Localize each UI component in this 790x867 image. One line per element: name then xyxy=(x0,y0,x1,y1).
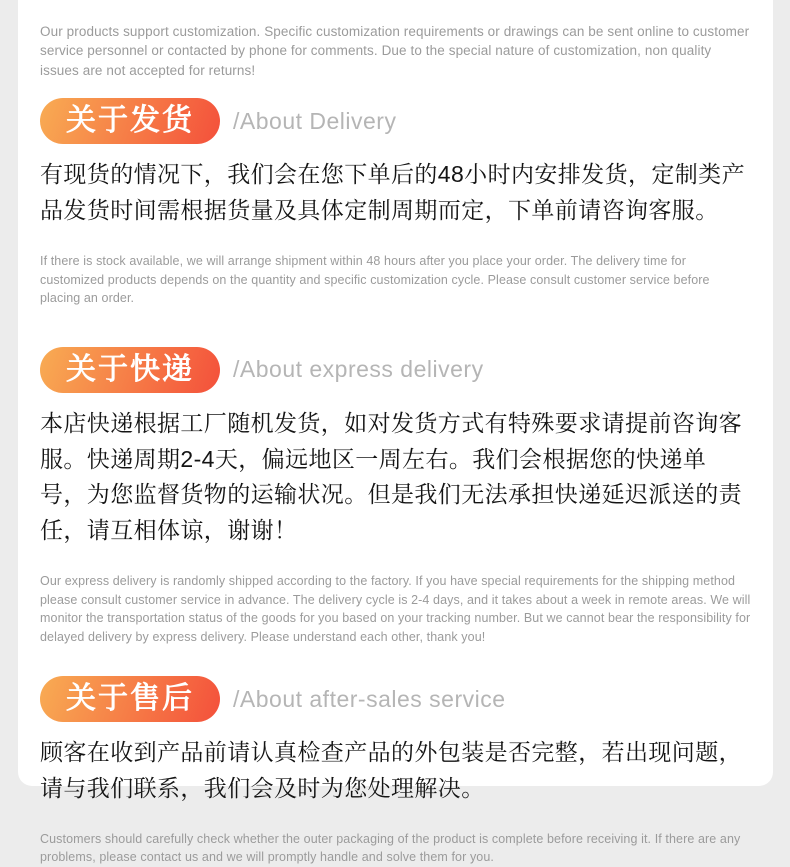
section-delivery-header xyxy=(40,98,753,144)
delivery-text-cn: 有现货的情况下，我们会在您下单后的48小时内安排发货，定制类产品发货时间需根据货量及具体定制周期而定，下单前请咨询客服。 xyxy=(40,161,745,224)
express-text-en: Our express delivery is randomly shipped according to the factory. If you have special requirements for the shipping method please consult customer service in advance. The delivery cycle is 2-4 days, and it takes about a week in remote areas. We will monitor the transportation status of the goods for you based on your tracking number. But we cannot bear the responsibility for delayed delivery by express delivery. Please understand each other, thank you! xyxy=(40,574,751,644)
delivery-text-en: If there is stock available, we will arrange shipment within 48 hours after you place your order. The delivery time for customized products depends on the quantity and specific customization cycle. Please consult customer service before placing an order. xyxy=(40,254,710,306)
section-delivery xyxy=(40,98,753,307)
section-express-header xyxy=(40,347,753,393)
section-express xyxy=(40,347,753,647)
delivery-subtitle: /About Delivery xyxy=(233,107,397,134)
content-card xyxy=(18,0,773,865)
customization-notice-text: Our products support customization. Specific customization requirements or drawings can be sent online to customer service personnel or contacted by phone for comments. Due to the special nature of customization, non quality issues are not accepted for returns! xyxy=(40,23,750,79)
delivery-badge: 关于发货 xyxy=(40,98,220,144)
section-after-sales-header xyxy=(40,676,753,722)
after-sales-badge: 关于售后 xyxy=(40,676,220,722)
after-sales-text-cn: 顾客在收到产品前请认真检查产品的外包装是否完整，若出现问题，请与我们联系，我们会及时为您处理解决。 xyxy=(40,739,742,802)
section-after-sales xyxy=(40,676,753,867)
after-sales-subtitle: /About after-sales service xyxy=(233,685,506,712)
express-subtitle: /About express delivery xyxy=(233,356,484,383)
express-badge: 关于快递 xyxy=(40,347,220,393)
express-text-cn: 本店快递根据工厂随机发货，如对发货方式有特殊要求请提前咨询客服。快递周期2-4天，偏远地区一周左右。我们会根据您的快递单号，为您监督货物的运输状况。但是我们无法承担快递延迟派送的责任，请互相体谅，谢谢！ xyxy=(40,409,742,544)
after-sales-text-en: Customers should carefully check whether the outer packaging of the product is complete before receiving it. If there are any problems, please contact us and we will promptly handle and solve them for you. xyxy=(40,831,741,865)
